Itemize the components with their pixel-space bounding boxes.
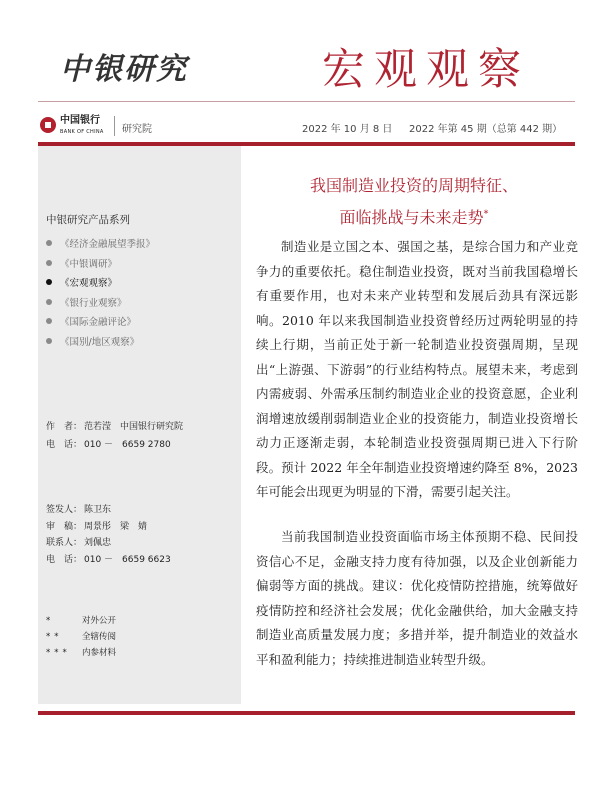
article-title-line1: 我国制造业投资的周期特征、 bbox=[309, 176, 518, 195]
series-item: 《国别/地区观察》 bbox=[46, 334, 155, 354]
author-line: 作 者： 范若滢 中国银行研究院 bbox=[46, 422, 184, 432]
series-item: 《中银调研》 bbox=[46, 256, 155, 276]
article-paragraph-2: 当前我国制造业投资面临市场主体预期不稳、民间投资信心不足，金融支持力度有待加强，以及企业创新能力偏弱等方面的挑战。建议：优化疫情防控措施，统筹做好疫情防控和经济社会发展；优化金融供给，加大金融支持制造业高质量发展力度；多措并举，提升制造业的效益水平和盈利能力；持续推进制造业转型升级。 bbox=[256, 529, 578, 667]
signer-line: 签发人： 陈卫东 bbox=[46, 505, 112, 515]
series-item: 《经济金融展望季报》 bbox=[46, 236, 155, 256]
bullet-icon bbox=[46, 260, 52, 266]
bank-name-cn: 中国银行 bbox=[60, 115, 100, 126]
contact-phone-line: 电 话： 010 － 6659 6623 bbox=[46, 555, 171, 565]
legend-public: * 对外公开 bbox=[46, 616, 117, 626]
series-item: 《国际金融评论》 bbox=[46, 314, 155, 334]
legend-circulate: ** 全辖传阅 bbox=[46, 632, 117, 642]
institute-label: 研究院 bbox=[122, 124, 152, 135]
publication-title: 宏观观察 bbox=[322, 45, 530, 95]
footnote-mark: * bbox=[483, 208, 489, 220]
bank-name-en: BANK OF CHINA bbox=[60, 129, 104, 135]
issue-date: 2022 年 10 月 8 日 bbox=[302, 124, 393, 135]
article-paragraph-1: 制造业是立国之本、强国之基，是综合国力和产业竞争力的重要依托。稳住制造业投资，既对当前我国稳增长有重要作用，也对未来产业转型和发展后劲具有深远影响。2010 年以来我国制造业投资曾经历过两轮明显的持续上行期，当前正处于新一轮制造业投资强周期，呈现出“上游强、下游弱”的行业结构特点。展望未来，考虑到内需疲弱、外需承压制约制造业企业的投资意愿，企业利润增速放缓削弱制造业企业的投资能力，制造业投资增长动力正逐渐走弱，本轮制造业投资强周期已进入下行阶段。预计 2022 年全年制造业投资增速约降至 8%，2023 年可能会出现更为明显的下滑，需要引起关注。 bbox=[256, 239, 578, 499]
bullet-icon bbox=[46, 240, 52, 246]
bank-of-china-logo-icon bbox=[40, 117, 56, 133]
bullet-icon bbox=[46, 318, 52, 324]
legend-internal: *** 内参材料 bbox=[46, 648, 117, 658]
reviewer-line: 审 稿： 周景彤 梁 婧 bbox=[46, 522, 148, 532]
bullet-icon bbox=[46, 299, 52, 305]
series-item: 《银行业观察》 bbox=[46, 295, 155, 315]
calligraphy-logo: 中银研究 bbox=[60, 52, 188, 87]
series-title: 中银研究产品系列 bbox=[46, 214, 130, 226]
contact-line: 联系人： 刘佩忠 bbox=[46, 538, 112, 548]
header-divider bbox=[38, 101, 575, 102]
bottom-accent-bar bbox=[38, 711, 575, 715]
bullet-icon bbox=[46, 279, 52, 285]
author-phone-line: 电 话： 010 － 6659 2780 bbox=[46, 440, 171, 450]
series-item-active: 《宏观观察》 bbox=[46, 275, 155, 295]
series-list bbox=[46, 236, 155, 353]
article-title-line2: 面临挑战与未来走势* bbox=[339, 208, 489, 227]
issue-number: 2022 年第 45 期（总第 442 期） bbox=[409, 124, 563, 135]
bullet-icon bbox=[46, 338, 52, 344]
logo-separator bbox=[114, 116, 115, 136]
